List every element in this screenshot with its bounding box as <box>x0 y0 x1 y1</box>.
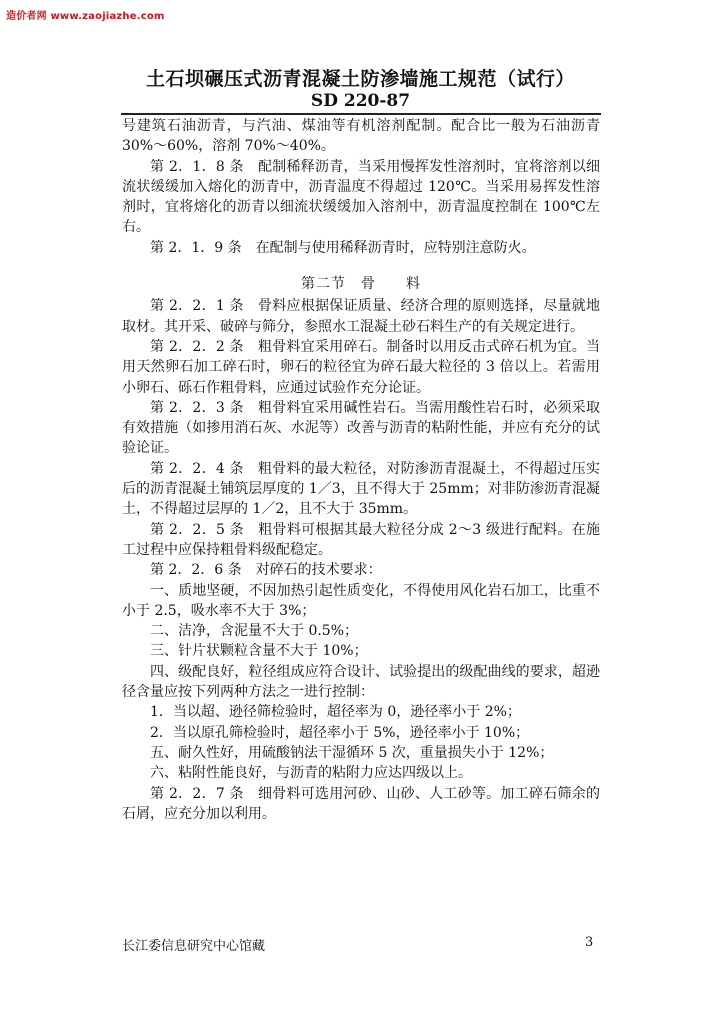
paragraph: 第 2．2．4 条 粗骨料的最大粒径，对防渗沥青混凝土，不得超过压实后的沥青混凝土铺筑层厚度的 1／3，且不得大于 25mm；对非防渗沥青混凝土，不得超过层厚的 1／2，且不大于 35mm。 <box>122 460 600 518</box>
paragraph: 第 2．2．6 条 对碎石的技术要求： <box>150 562 382 579</box>
footer-archive-note: 长江委信息研究中心馆藏 <box>122 939 266 954</box>
paragraph: 第 2．2．1 条 骨料应根据保证质量、经济合理的原则选择，尽量就地取材。其开采、破碎与筛分，参照水工混凝土砂石料生产的有关规定进行。 <box>122 298 600 335</box>
paragraph: 第 2．2．7 条 细骨料可选用河砂、山砂、人工砂等。加工碎石筛余的石屑，应充分加以利用。 <box>122 785 600 822</box>
paragraph: 号建筑石油沥青，与汽油、煤油等有机溶剂配制。配合比一般为石油沥青 30%～60%，溶剂 70%～40%。 <box>122 118 600 155</box>
page-number: 3 <box>585 935 594 950</box>
site-watermark: 造价者网 www.zaojiazhe.com <box>6 11 165 22</box>
list-item: 2．当以原孔筛检验时，超径率小于 5%，逊径率小于 10%； <box>150 724 530 741</box>
paragraph: 第 2．2．5 条 粗骨料可根据其最大粒径分成 2～3 级进行配料。在施工过程中应保持粗骨料级配稳定。 <box>122 521 600 558</box>
list-item: 二、洁净，含泥量不大于 0.5%； <box>150 623 359 640</box>
section-heading: 第二节 骨 料 <box>301 276 421 293</box>
list-item: 五、耐久性好，用硫酸钠法干湿循环 5 次，重量损失小于 12%； <box>150 744 554 761</box>
paragraph: 第 2．2．2 条 粗骨料宜采用碎石。制备时以用反击式碎石机为宜。当用天然卵石加工碎石时，卵石的粒径宜为碎石最大粒径的 3 倍以上。若需用小卵石、砾石作粗骨料，应通过试验作充分论证。 <box>122 338 600 396</box>
document-title: 土石坝碾压式沥青混凝土防渗墙施工规范（试行） <box>145 68 575 90</box>
paragraph: 第 2．1．8 条 配制稀释沥青，当采用慢挥发性溶剂时，宜将溶剂以细流状缓缓加入熔化的沥青中，沥青温度不得超过 120℃。当采用易挥发性溶剂时，宜将熔化的沥青以细流状缓缓加入溶剂中，沥青温度控制在 100℃左右。 <box>122 158 600 236</box>
document-body <box>122 116 600 824</box>
standard-code: SD 220-87 <box>310 91 411 111</box>
list-item: 1．当以超、逊径筛检验时，超径率为 0，逊径率小于 2%； <box>150 704 521 721</box>
list-item: 四、级配良好，粒径组成应符合设计、试验提出的级配曲线的要求，超逊径含量应按下列两种方法之一进行控制： <box>122 663 600 701</box>
header-rule <box>121 113 601 115</box>
list-item: 一、质地坚硬，不因加热引起性质变化，不得使用风化岩石加工，比重不小于 2.5，吸水率不大于 3%； <box>122 582 600 619</box>
list-item: 三、针片状颗粒含量不大于 10%； <box>150 643 368 660</box>
paragraph: 第 2．2．3 条 粗骨料宜采用碱性岩石。当需用酸性岩石时，必须采取有效措施（如掺用消石灰、水泥等）改善与沥青的粘附性能，并应有充分的试验论证。 <box>122 399 600 457</box>
paragraph: 第 2．1．9 条 在配制与使用稀释沥青时，应特别注意防火。 <box>150 239 536 256</box>
list-item: 六、粘附性能良好，与沥青的粘附力应达四级以上。 <box>150 765 472 782</box>
